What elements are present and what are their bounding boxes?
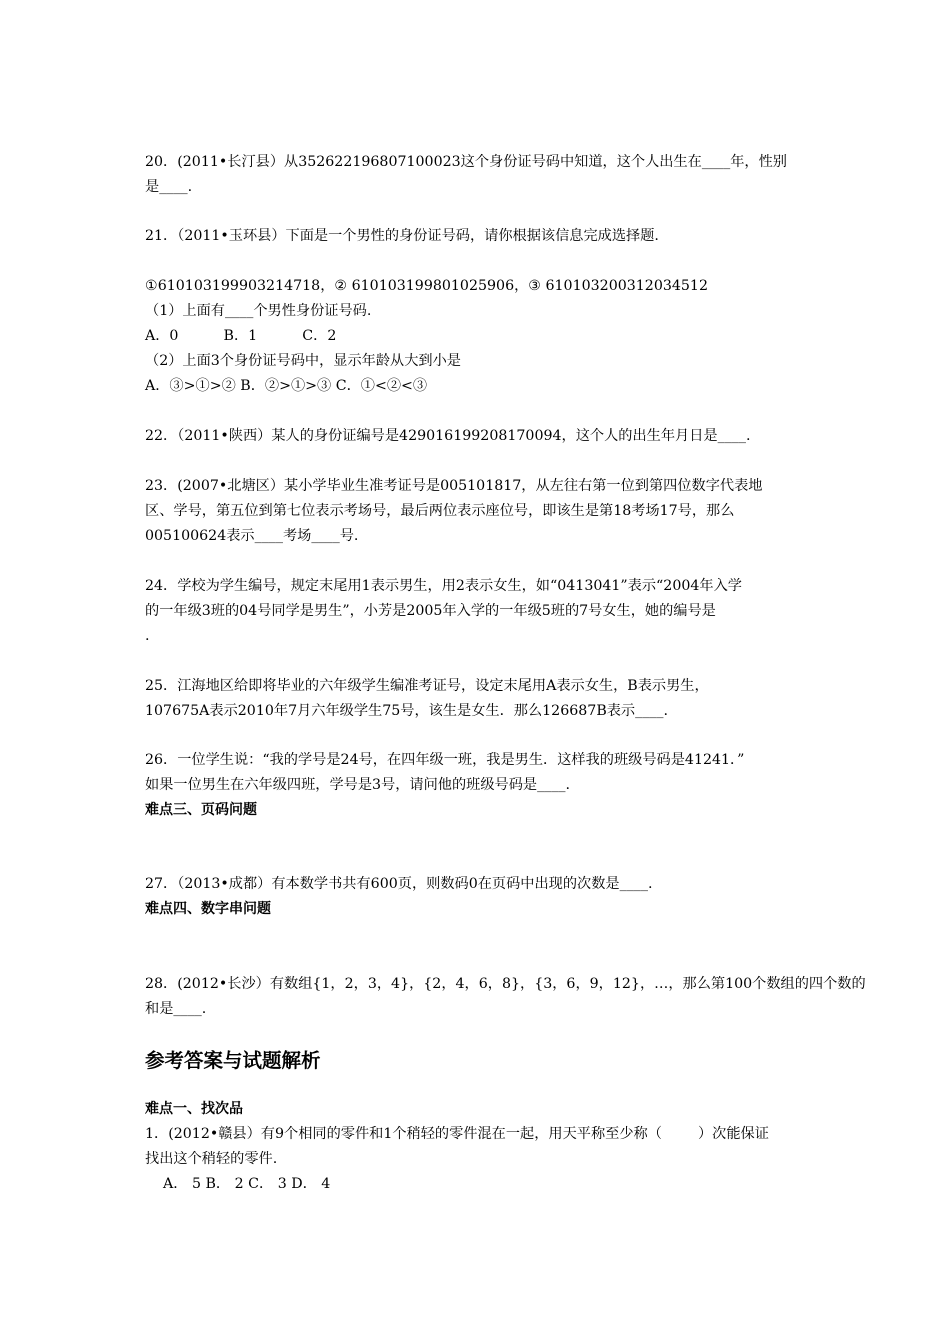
q21-id-numbers: ①610103199903214718，② 610103199801025906，③ 610103200312034512 bbox=[145, 278, 708, 294]
q25-line2: 107675A表示2010年7月六年级学生75号，该生是女生．那么126687B表示____. bbox=[145, 703, 668, 719]
section-heading-4: 难点四、数字串问题 bbox=[145, 901, 271, 917]
answers-title: 参考答案与试题解析 bbox=[145, 1049, 321, 1072]
q28-line2: 和是____. bbox=[145, 1001, 207, 1017]
q23-line2: 区、学号，第五位到第七位表示考场号，最后两位表示座位号，即该生是第18考场17号，那么 bbox=[145, 503, 735, 519]
q21-sub1-options: A．0 B．1 C．2 bbox=[145, 328, 337, 344]
q22-line1: 22．（2011•陕西）某人的身份证编号是429016199208170094，这个人的出生年月日是____. bbox=[145, 428, 751, 444]
q26-line1: 26．一位学生说：“我的学号是24号，在四年级一班，我是男生．这样我的班级号码是41241．” bbox=[145, 752, 745, 768]
q21-sub2-options: A．③>①>② B．②>①>③ C．①<②<③ bbox=[145, 378, 428, 394]
q28-line1: 28．(2012•长沙）有数组{1，2，3，4}，{2，4，6，8}，{3，6，9，12}，…，那么第100个数组的四个数的 bbox=[145, 976, 866, 992]
q21-sub2: （2）上面3个身份证号码中，显示年龄从大到小是 bbox=[145, 353, 461, 369]
q20-line2: 是____. bbox=[145, 179, 193, 195]
q23-line3: 005100624表示____考场____号. bbox=[145, 528, 359, 544]
answer-q1-line1: 1．(2012•赣县）有9个相同的零件和1个稍轻的零件混在一起，用天平称至少称（ ）次能保证 bbox=[145, 1126, 769, 1142]
q23-line1: 23．(2007•北塘区）某小学毕业生准考证号是005101817，从左往右第一位到第四位数字代表地 bbox=[145, 478, 763, 494]
q21-stem: 21．（2011•玉环县）下面是一个男性的身份证号码，请你根据该信息完成选择题. bbox=[145, 228, 659, 244]
q26-line2: 如果一位男生在六年级四班，学号是3号，请问他的班级号码是____. bbox=[145, 777, 570, 793]
answer-q1-line2: 找出这个稍轻的零件. bbox=[145, 1151, 278, 1167]
answers-section-1: 难点一、找次品 bbox=[145, 1101, 243, 1117]
q24-line1: 24．学校为学生编号，规定末尾用1表示男生，用2表示女生，如“0413041”表示“2004年入学 bbox=[145, 578, 742, 594]
q21-sub1: （1）上面有____个男性身份证号码. bbox=[145, 303, 372, 319]
q24-line3: . bbox=[145, 628, 150, 644]
q25-line1: 25．江海地区给即将毕业的六年级学生编准考证号，设定末尾用A表示女生，B表示男生， bbox=[145, 678, 709, 694]
q20-line1: 20．(2011•长汀县）从352622196807100023这个身份证号码中知道，这个人出生在____年，性别 bbox=[145, 154, 787, 170]
q24-line2: 的一年级3班的04号同学是男生”，小芳是2005年入学的一年级5班的7号女生，她的编号是 bbox=[145, 603, 716, 619]
section-heading-3: 难点三、页码问题 bbox=[145, 802, 257, 818]
q27-line1: 27．（2013•成都）有本数学书共有600页，则数码0在页码中出现的次数是____. bbox=[145, 876, 653, 892]
answer-q1-options: A． 5 B． 2 C． 3 D． 4 bbox=[163, 1176, 331, 1192]
